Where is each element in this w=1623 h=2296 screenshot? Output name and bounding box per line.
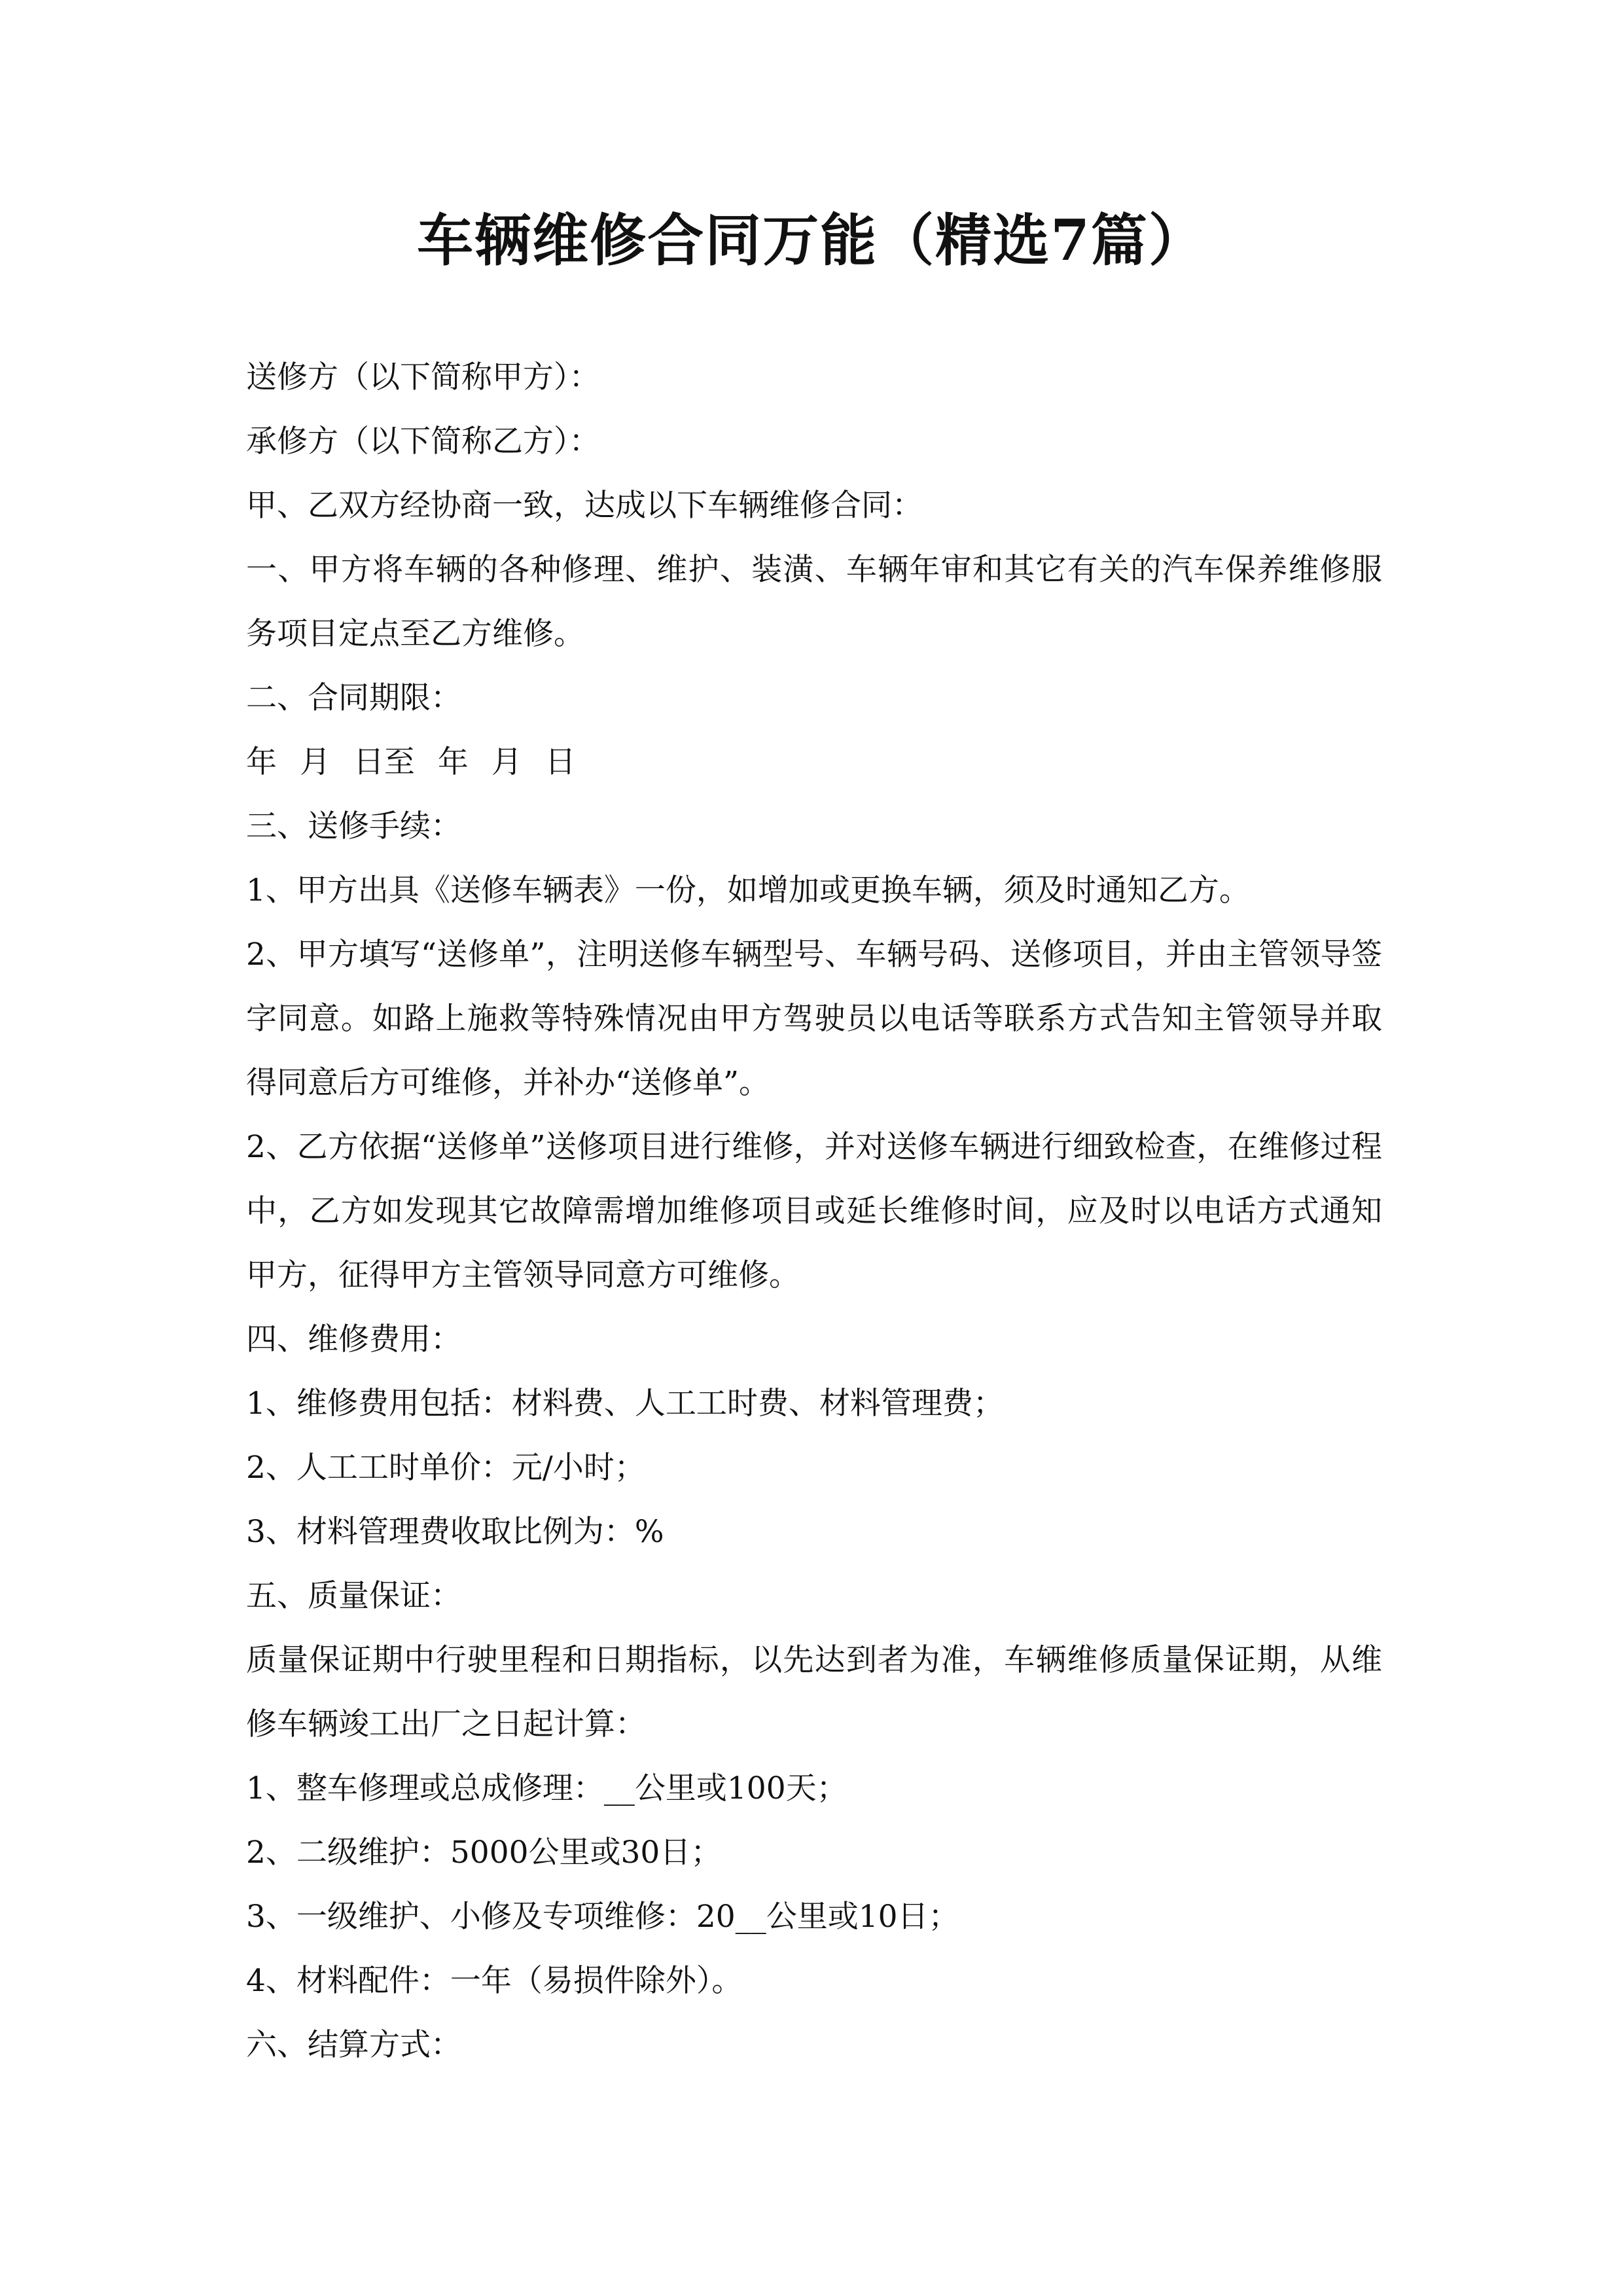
paragraph: 质量保证期中行驶里程和日期指标，以先达到者为准，车辆维修质量保证期，从维修车辆竣工出厂之日起计算： <box>246 1642 1382 1742</box>
section-heading: 三、送修手续： <box>246 808 461 844</box>
section-heading: 六、结算方式： <box>246 2027 461 2063</box>
paragraph: 2、乙方依据“送修单”送修项目进行维修，并对送修车辆进行细致检查，在维修过程中，乙方如发现其它故障需增加维修项目或延长维修时间，应及时以电话方式通知甲方，征得甲方主管领导同意方可维修。 <box>246 1129 1382 1293</box>
paragraph: 1、整车修理或总成修理：__公里或100天； <box>246 1770 847 1806</box>
paragraph: 年 月 日至 年 月 日 <box>246 744 576 780</box>
paragraph: 1、维修费用包括：材料费、人工工时费、材料管理费； <box>246 1386 1004 1422</box>
document-title: 车辆维修合同万能（精选7篇） <box>417 207 1206 274</box>
section-heading: 二、合同期限： <box>246 680 461 716</box>
section-heading: 四、维修费用： <box>246 1321 461 1357</box>
paragraph: 甲、乙双方经协商一致，达成以下车辆维修合同： <box>246 488 923 524</box>
paragraph: 2、甲方填写“送修单”，注明送修车辆型号、车辆号码、送修项目，并由主管领导签字同意。如路上施救等特殊情况由甲方驾驶员以电话等联系方式告知主管领导并取得同意后方可维修，并补办“送修单”。 <box>246 937 1382 1101</box>
document-body <box>246 346 1382 2077</box>
paragraph: 一、甲方将车辆的各种修理、维护、装潢、车辆年审和其它有关的汽车保养维修服务项目定点至乙方维修。 <box>246 552 1382 652</box>
paragraph: 3、一级维护、小修及专项维修：20__公里或10日； <box>246 1899 959 1935</box>
paragraph: 1、甲方出具《送修车辆表》一份，如增加或更换车辆，须及时通知乙方。 <box>246 872 1250 908</box>
paragraph: 送修方（以下简称甲方）： <box>246 359 600 395</box>
paragraph: 2、二级维护：5000公里或30日； <box>246 1835 722 1871</box>
paragraph: 4、材料配件：一年（易损件除外）。 <box>246 1963 743 1999</box>
paragraph: 承修方（以下简称乙方）： <box>246 423 600 459</box>
section-heading: 五、质量保证： <box>246 1578 461 1614</box>
paragraph: 3、材料管理费收取比例为：% <box>246 1514 664 1550</box>
paragraph: 2、人工工时单价：元/小时； <box>246 1450 645 1486</box>
